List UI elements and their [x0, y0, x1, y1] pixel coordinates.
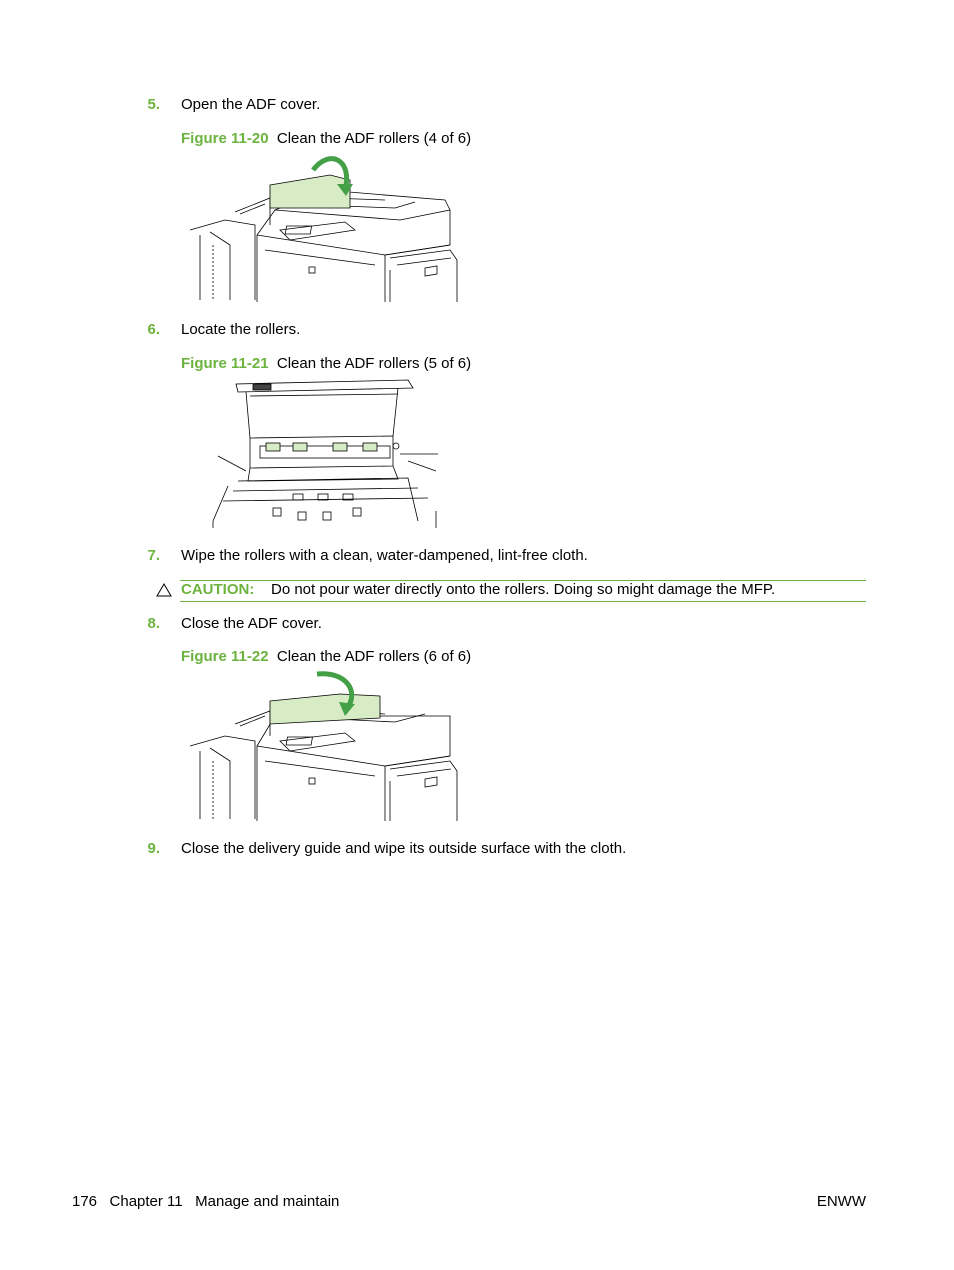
step-9-number: 9. — [147, 840, 160, 857]
figure-11-21-caption — [181, 355, 471, 372]
step-6-text: Locate the rollers. — [181, 321, 301, 338]
figure-label: Figure 11-22 — [181, 648, 269, 665]
footer-enww: ENWW — [816, 1193, 866, 1210]
figure-11-20-caption — [181, 130, 471, 147]
step-5-text: Open the ADF cover. — [181, 96, 321, 113]
step-6-number: 6. — [147, 321, 160, 338]
caution-label: CAUTION: — [181, 581, 255, 598]
figure-label: Figure 11-21 — [181, 355, 269, 372]
footer-page-info: 176 Chapter 11 Manage and maintain — [72, 1193, 340, 1210]
step-7-text: Wipe the rollers with a clean, water-dampened, lint-free cloth. — [181, 547, 588, 564]
step-7-number: 7. — [147, 547, 160, 564]
figure-label: Figure 11-20 — [181, 130, 269, 147]
figure-11-21-illustration — [208, 376, 443, 528]
figure-caption-text: Clean the ADF rollers (5 of 6) — [276, 355, 472, 372]
step-8-text: Close the ADF cover. — [181, 615, 322, 632]
warning-triangle-icon — [156, 583, 172, 597]
figure-caption-text: Clean the ADF rollers (6 of 6) — [276, 648, 472, 665]
figure-caption-text: Clean the ADF rollers (4 of 6) — [276, 130, 472, 147]
caution-content — [181, 581, 775, 598]
figure-11-20-illustration — [185, 150, 465, 305]
caution-text: Do not pour water directly onto the rollers. Doing so might damage the MFP. — [271, 581, 776, 598]
figure-11-22-illustration — [185, 666, 465, 822]
step-8-number: 8. — [147, 615, 160, 632]
step-9-text: Close the delivery guide and wipe its outside surface with the cloth. — [181, 840, 627, 857]
figure-11-22-caption — [181, 648, 471, 665]
step-5-number: 5. — [147, 96, 160, 113]
